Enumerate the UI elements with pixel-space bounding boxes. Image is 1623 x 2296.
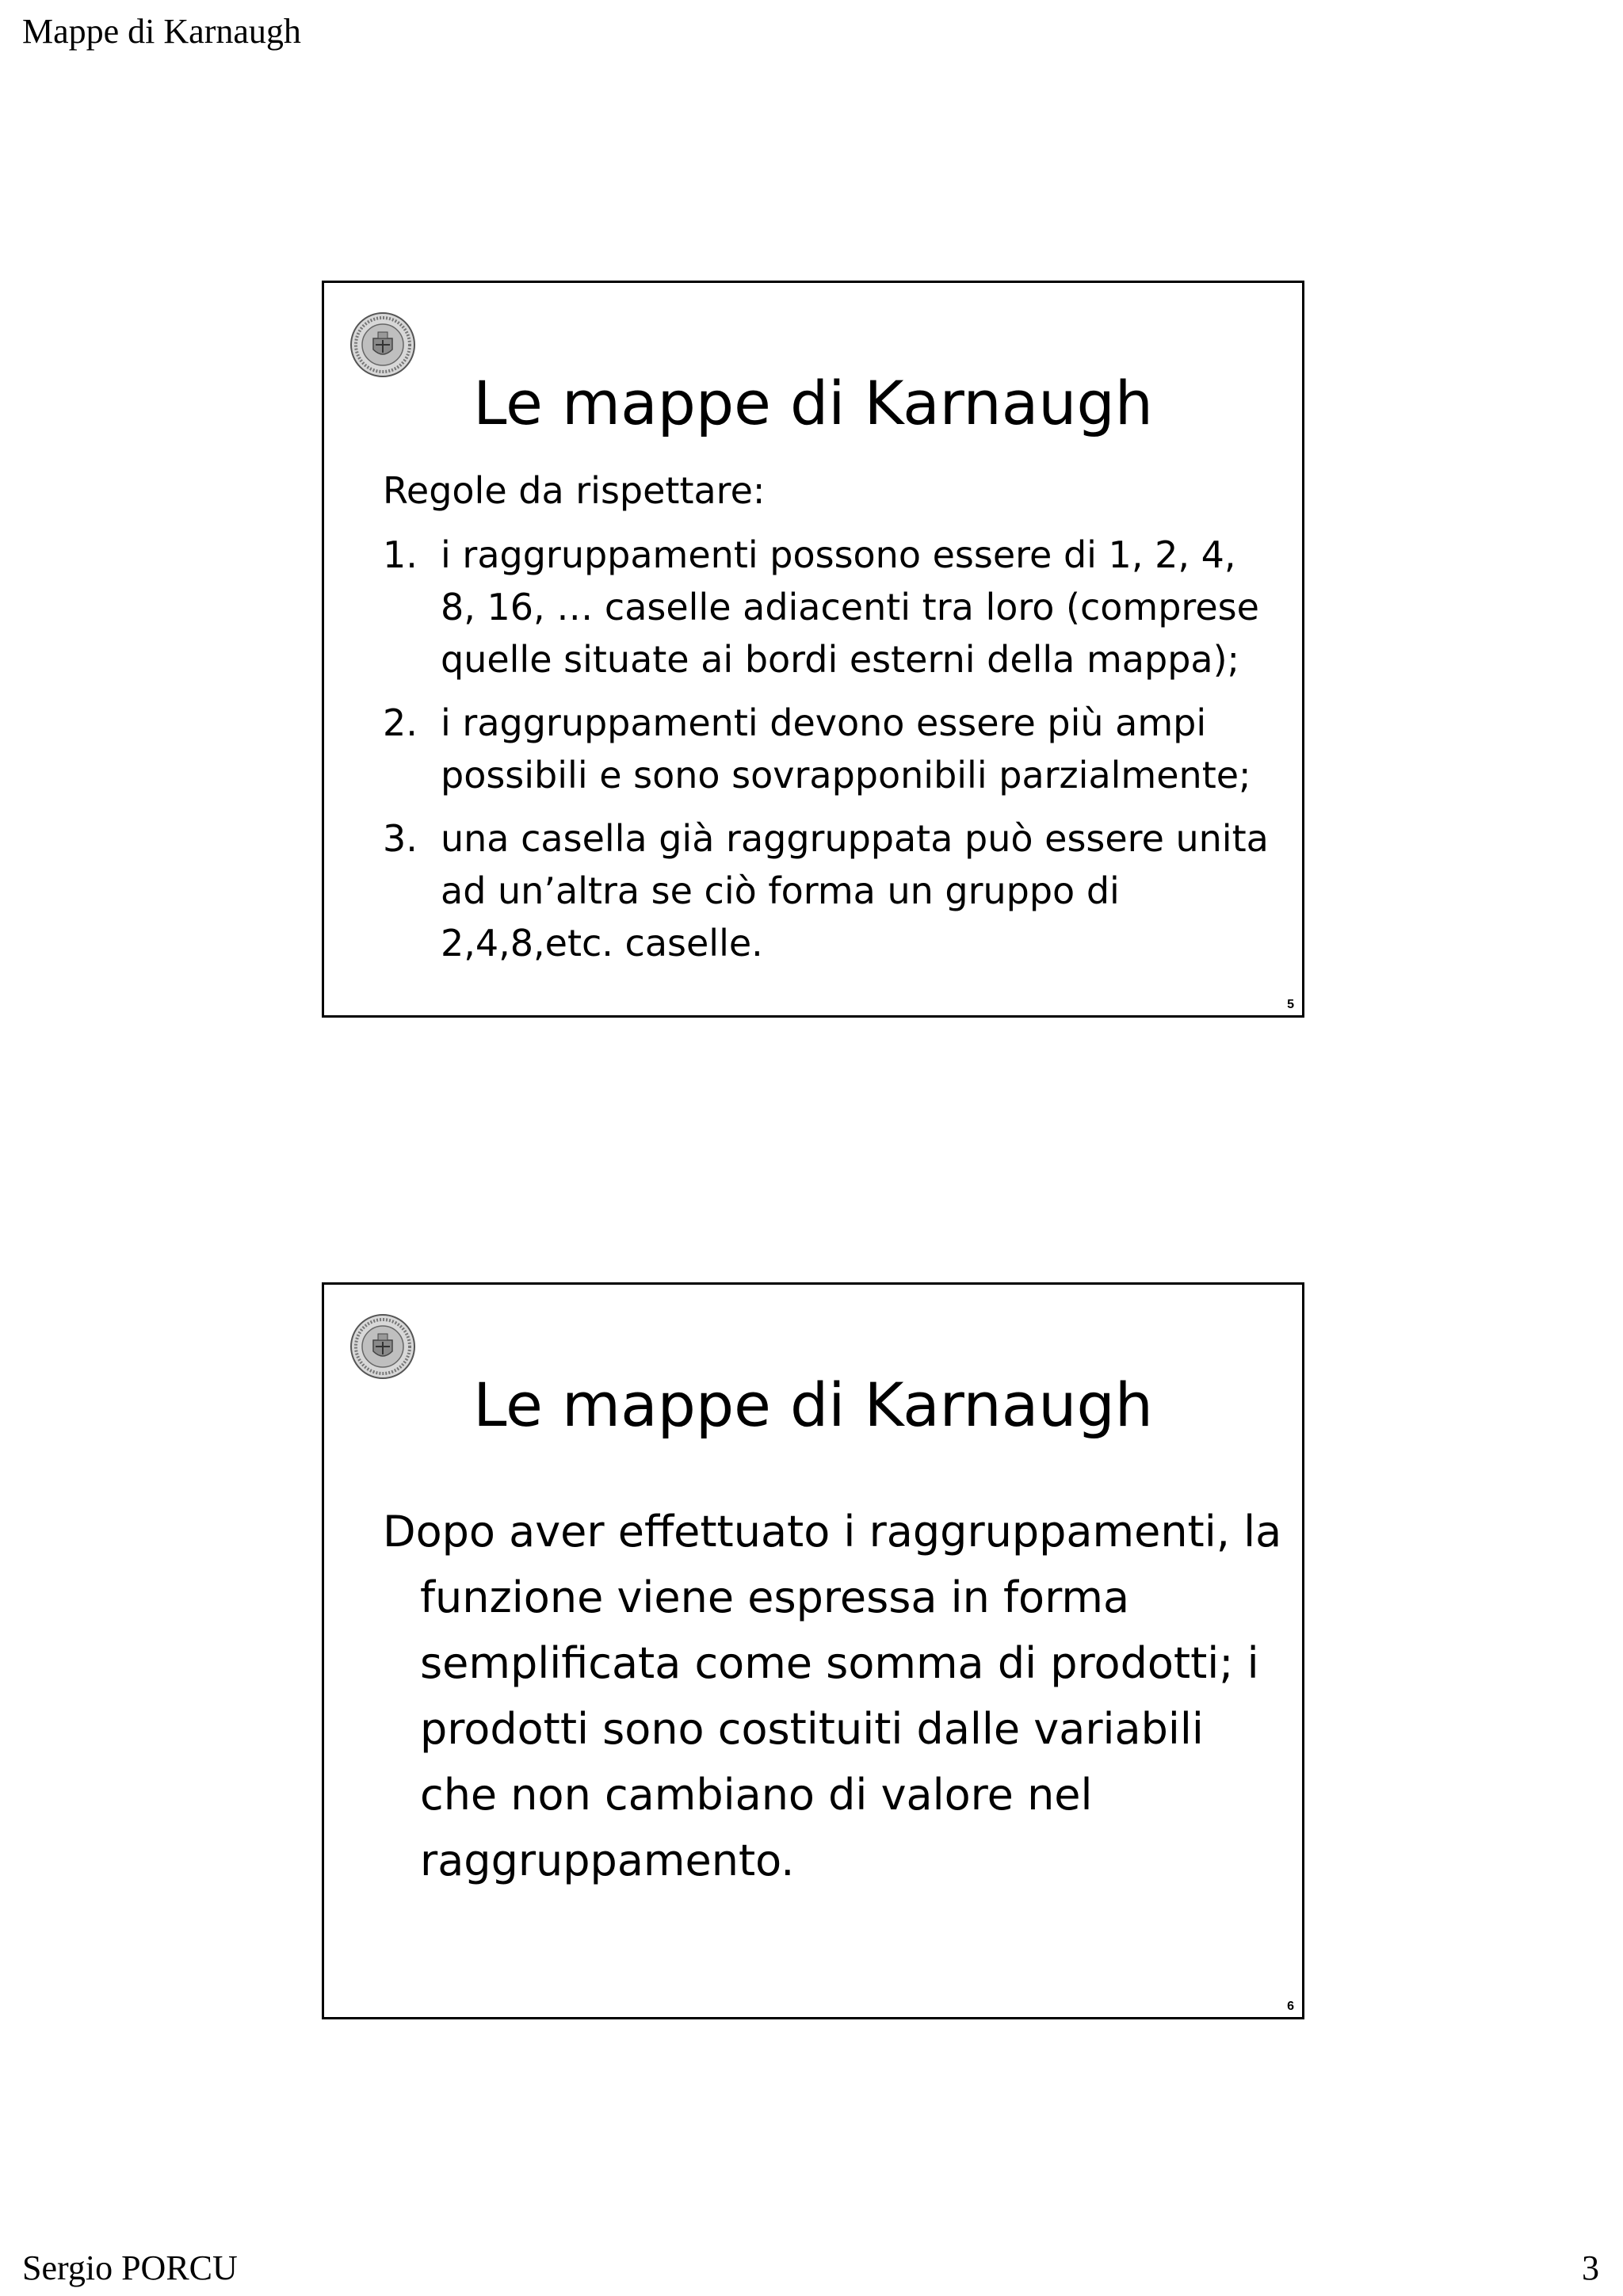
page-header: Mappe di Karnaugh xyxy=(22,12,301,51)
list-item xyxy=(383,812,1278,969)
list-item-text: i raggruppamenti devono essere più ampi possibili e sono sovrapponibili parzialmente; xyxy=(441,701,1251,797)
footer-author: Sergio PORCU xyxy=(22,2248,238,2287)
list-item-number: 2. xyxy=(383,701,418,744)
list-item-text: una casella già raggruppata può essere unita ad un’altra se ciò forma un gruppo di 2,4,8,etc. caselle. xyxy=(441,817,1269,965)
rules-list xyxy=(383,529,1278,980)
page-number: 3 xyxy=(1582,2248,1599,2287)
university-seal-icon xyxy=(349,1313,416,1380)
slide-number: 6 xyxy=(1287,2000,1294,2013)
slide-6 xyxy=(322,1282,1304,2019)
slide-title: Le mappe di Karnaugh xyxy=(473,368,1153,438)
list-item xyxy=(383,697,1278,801)
university-seal-icon xyxy=(349,311,416,378)
list-item xyxy=(383,529,1278,686)
slide-5 xyxy=(322,281,1304,1018)
list-item-number: 3. xyxy=(383,817,418,860)
slide-body-text: Dopo aver effettuato i raggruppamenti, la funzione viene espressa in forma semplificata come somma di prodotti; i prodotti sono costituiti dalle variabili che non cambiano di valore nel raggruppamento. xyxy=(383,1507,1282,1885)
slide-intro: Regole da rispettare: xyxy=(383,469,766,512)
list-item-text: i raggruppamenti possono essere di 1, 2, 4, 8, 16, … caselle adiacenti tra loro (comprese quelle situate ai bordi esterni della mappa); xyxy=(441,533,1259,681)
list-item-number: 1. xyxy=(383,533,418,576)
slide-number: 5 xyxy=(1287,998,1294,1011)
slide-title: Le mappe di Karnaugh xyxy=(473,1370,1153,1440)
